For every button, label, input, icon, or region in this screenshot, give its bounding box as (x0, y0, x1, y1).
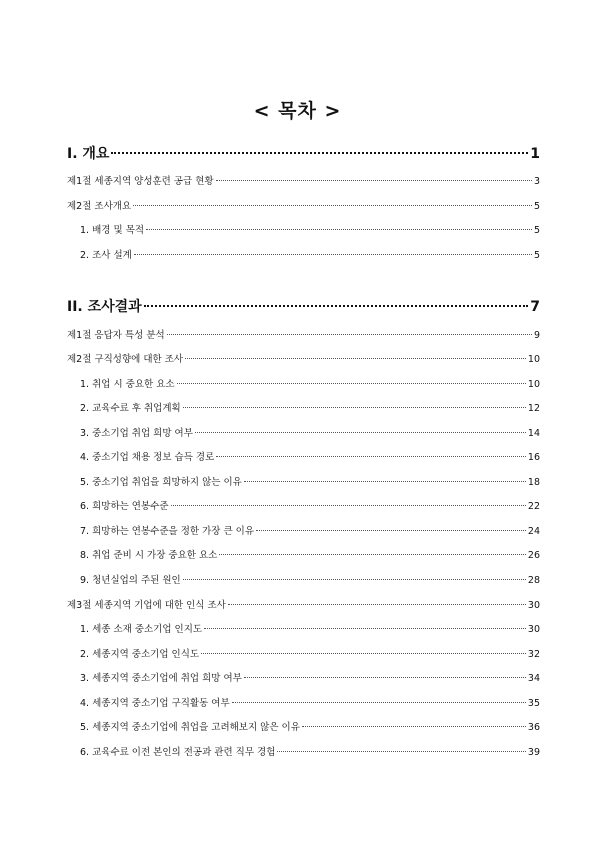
dot-leader (216, 456, 526, 457)
dot-leader (167, 334, 532, 335)
toc-entry-title: 6. 희망하는 연봉수준 (80, 501, 169, 512)
dot-leader (201, 653, 526, 654)
dot-leader (228, 604, 526, 605)
toc-entry-title: 2. 조사 설계 (80, 250, 132, 261)
toc-entry-page: 10 (527, 379, 540, 390)
toc-entry-page: 22 (527, 501, 540, 512)
toc-entry-page: 28 (527, 575, 540, 586)
dot-leader (133, 205, 532, 206)
toc-entry[interactable] (67, 449, 540, 463)
page-title: < 목차 > (253, 100, 342, 122)
toc-entry-page: 30 (527, 624, 540, 635)
toc-entry-title: 4. 세종지역 중소기업 구직활동 여부 (80, 698, 230, 709)
toc-entry-title: 제3절 세종지역 기업에 대한 인식 조사 (67, 600, 226, 611)
toc-entry[interactable] (67, 247, 540, 261)
dot-leader (134, 254, 532, 255)
toc-entry-title: 8. 취업 준비 시 가장 중요한 요소 (80, 550, 218, 561)
toc-entry-page: 26 (527, 550, 540, 561)
toc-entry[interactable] (67, 523, 540, 537)
toc-entry[interactable] (67, 646, 540, 660)
toc-entry[interactable] (67, 547, 540, 561)
toc-entry-page: 5 (533, 225, 540, 236)
toc-entry-title: 9. 청년실업의 주된 원인 (80, 575, 181, 586)
dot-leader (302, 726, 526, 727)
toc-entry[interactable] (67, 143, 540, 163)
toc-entry-page: 9 (533, 330, 540, 341)
toc-entry[interactable] (67, 376, 540, 390)
toc-entry-title: 5. 중소기업 취업을 희망하지 않는 이유 (80, 477, 242, 488)
dot-leader (146, 229, 532, 230)
toc-entry[interactable] (67, 621, 540, 635)
dot-leader (244, 677, 526, 678)
toc-entry[interactable] (67, 670, 540, 684)
toc-entry[interactable] (67, 744, 540, 758)
toc-entry-page: 7 (530, 299, 540, 315)
dot-leader (256, 530, 526, 531)
toc-entry[interactable] (67, 695, 540, 709)
toc-entry[interactable] (67, 474, 540, 488)
dot-leader (144, 305, 529, 307)
dot-leader (244, 481, 526, 482)
toc-entry[interactable] (67, 597, 540, 611)
dot-leader (177, 383, 526, 384)
dot-leader (183, 407, 526, 408)
dot-leader (195, 432, 526, 433)
dot-leader (171, 505, 526, 506)
toc-entry-page: 32 (527, 649, 540, 660)
toc-entry-title: 제2절 조사개요 (67, 201, 132, 212)
dot-leader (219, 554, 526, 555)
toc-entry-title: II. 조사결과 (67, 299, 142, 315)
toc-entry-page: 24 (527, 526, 540, 537)
toc-entry[interactable] (67, 425, 540, 439)
dot-leader (216, 180, 532, 181)
dot-leader (111, 152, 528, 154)
toc-entry[interactable] (67, 327, 540, 341)
toc-entry-page: 3 (533, 176, 540, 187)
toc-entry-page: 10 (527, 354, 540, 365)
toc-entry[interactable] (67, 351, 540, 365)
dot-leader (277, 751, 526, 752)
toc-entry-title: 제1절 세종지역 양성훈련 공급 현황 (67, 176, 214, 187)
toc-entry[interactable] (67, 572, 540, 586)
toc-entry-page: 5 (533, 201, 540, 212)
toc-entry-page: 1 (530, 146, 540, 162)
dot-leader (183, 579, 526, 580)
toc-entry[interactable] (67, 296, 540, 316)
toc-entry-page: 18 (527, 477, 540, 488)
toc-entry[interactable] (67, 498, 540, 512)
toc-entry[interactable] (67, 198, 540, 212)
toc-entry-title: I. 개요 (67, 146, 110, 162)
toc-entry[interactable] (67, 222, 540, 236)
toc-entry-page: 30 (527, 600, 540, 611)
toc-entry-title: 5. 세종지역 중소기업에 취업을 고려해보지 않은 이유 (80, 722, 300, 733)
toc-entry-title: 1. 배경 및 목적 (80, 225, 145, 236)
toc-entry-page: 39 (527, 747, 540, 758)
toc-entry-page: 34 (527, 673, 540, 684)
dot-leader (232, 702, 526, 703)
toc-entry-title: 제2절 구직성향에 대한 조사 (67, 354, 184, 365)
toc-entry-title: 4. 중소기업 채용 정보 습득 경로 (80, 452, 215, 463)
toc-entry[interactable] (67, 400, 540, 414)
toc-entry-page: 35 (527, 698, 540, 709)
toc-entry-page: 14 (527, 428, 540, 439)
toc-entry[interactable] (67, 173, 540, 187)
toc-entry-title: 3. 중소기업 취업 희망 여부 (80, 428, 193, 439)
toc-entry-page: 12 (527, 403, 540, 414)
toc-entry[interactable] (67, 719, 540, 733)
dot-leader (204, 628, 526, 629)
toc-entry-title: 1. 취업 시 중요한 요소 (80, 379, 175, 390)
toc-entry-title: 3. 세종지역 중소기업에 취업 희망 여부 (80, 673, 242, 684)
toc-entry-title: 6. 교육수료 이전 본인의 전공과 관련 직무 경험 (80, 747, 276, 758)
toc-entry-page: 36 (527, 722, 540, 733)
toc-entry-page: 5 (533, 250, 540, 261)
toc-entry-title: 2. 세종지역 중소기업 인식도 (80, 649, 200, 660)
toc-entry-title: 제1절 응답자 특성 분석 (67, 330, 165, 341)
toc-entry-title: 2. 교육수료 후 취업계획 (80, 403, 181, 414)
toc-entry-title: 1. 세종 소재 중소기업 인지도 (80, 624, 203, 635)
toc-entry-page: 16 (527, 452, 540, 463)
toc-entry-title: 7. 희망하는 연봉수준을 정한 가장 큰 이유 (80, 526, 255, 537)
dot-leader (185, 358, 526, 359)
